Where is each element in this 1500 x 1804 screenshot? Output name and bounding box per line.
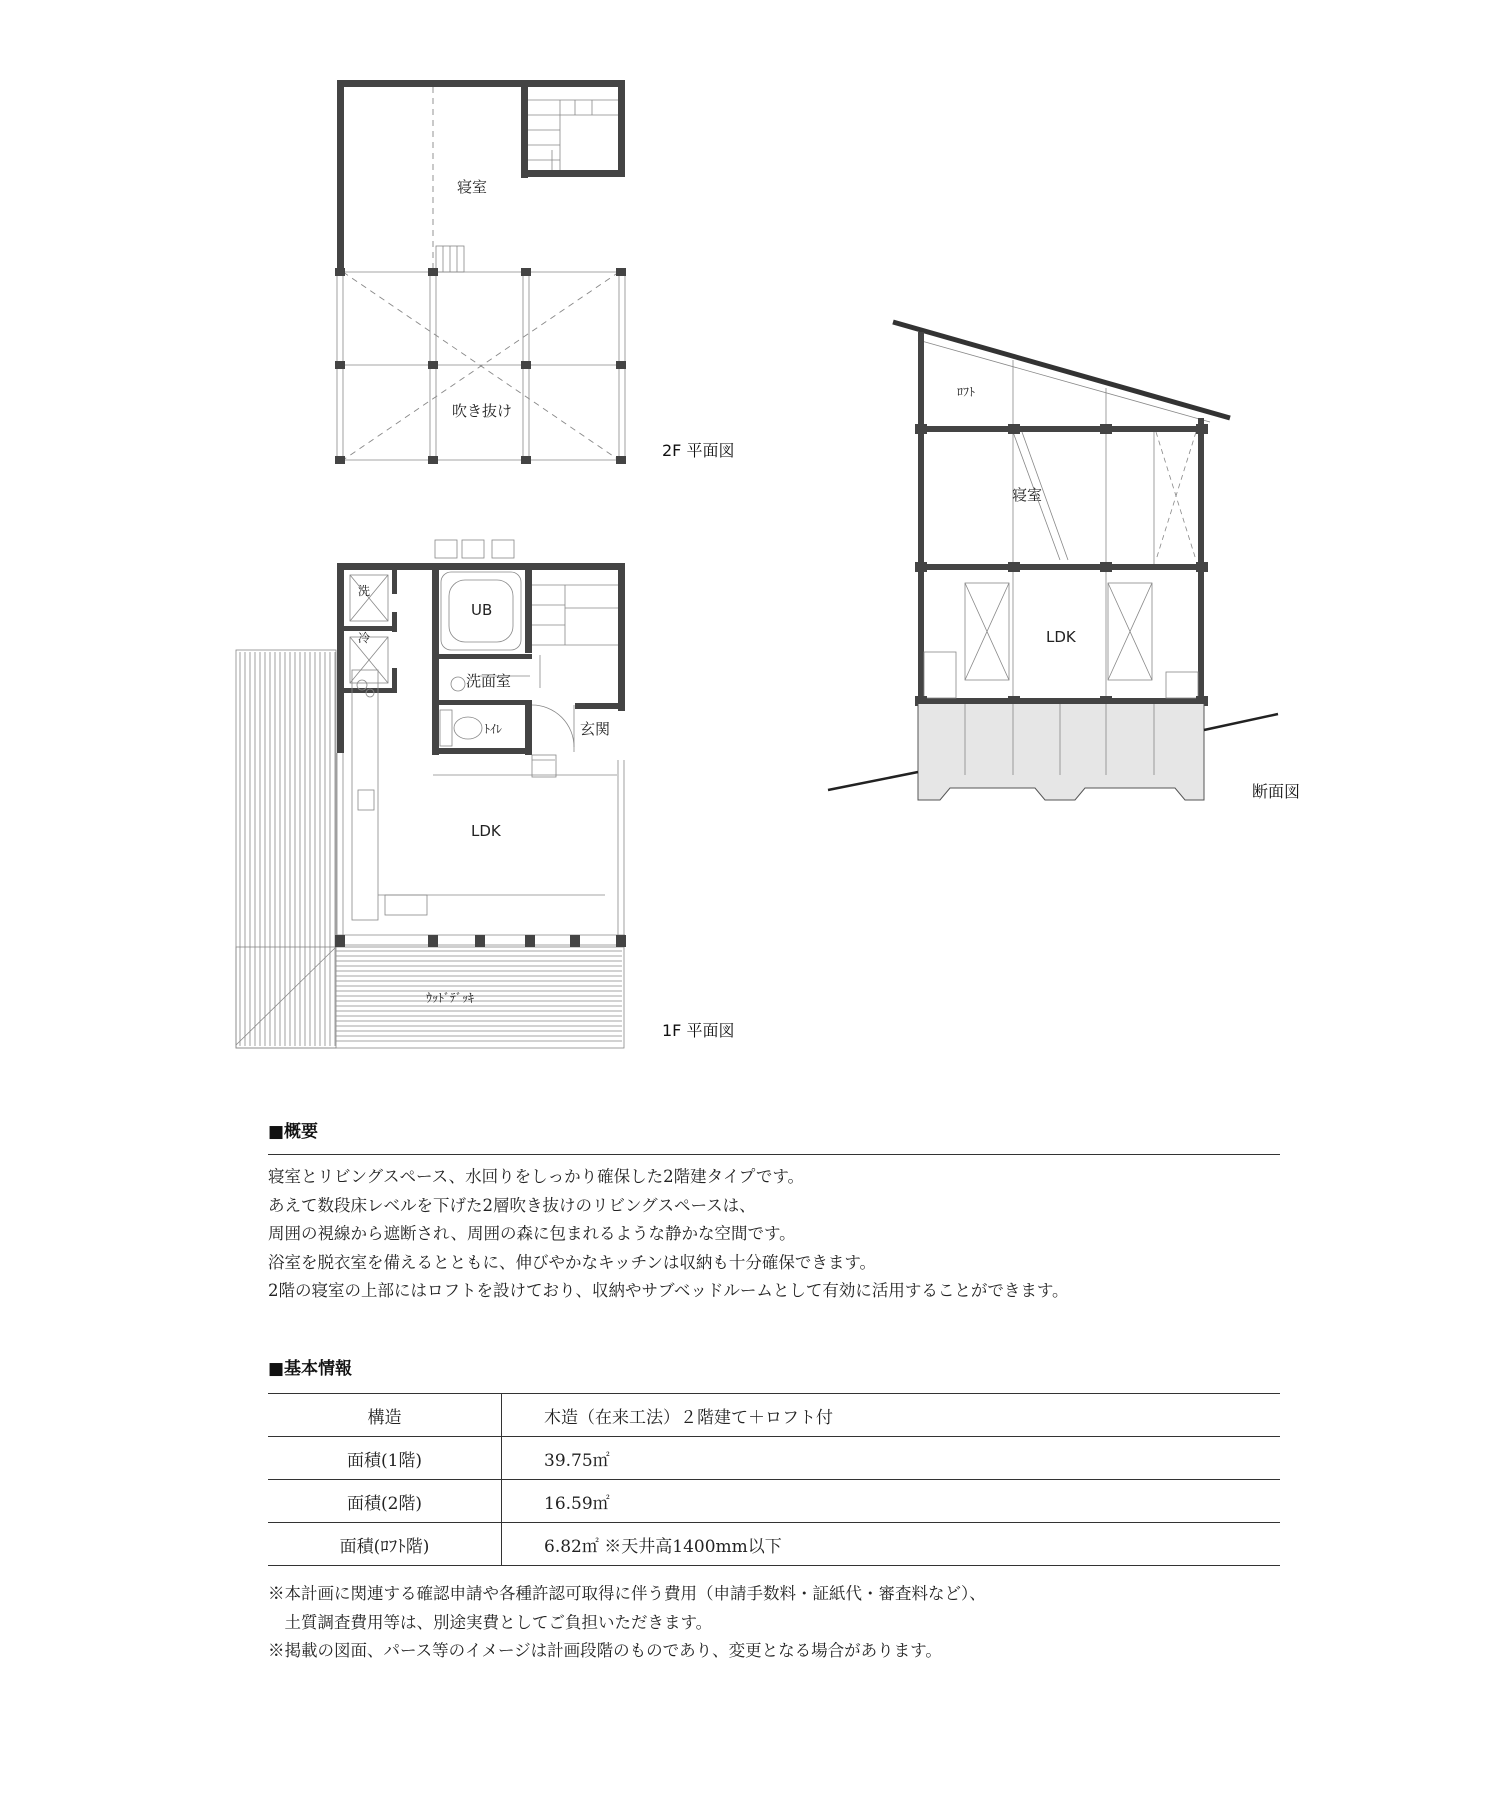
table-row [268,1480,1280,1523]
floor1-ldk-label: LDK [471,822,501,840]
note-line: ※掲載の図面、パース等のイメージは計画段階のものであり、変更となる場合があります。 [268,1641,942,1660]
overview-line: 周囲の視線から遮断され、周囲の森に包まれるような静かな空間です。 [268,1224,796,1243]
basic-info-table [268,1393,1280,1566]
floor2-void-label: 吹き抜け [452,402,513,420]
info-label: 面積(1階) [268,1437,502,1480]
info-label: 面積(ﾛﾌﾄ階) [268,1523,502,1566]
overview-divider [268,1154,1280,1155]
table-row [268,1437,1280,1480]
section-title: 断面図 [1252,782,1301,801]
floor1-ub-label: UB [471,601,493,619]
overview-text [268,1163,1280,1306]
overview-line: 2階の寝室の上部にはロフトを設けており、収納やサブベッドルームとして有効に活用することができます。 [268,1281,1069,1300]
note-line: ※本計画に関連する確認申請や各種許認可取得に伴う費用（申請手数料・証紙代・審査料など）、 [268,1584,986,1603]
note-line: 土質調査費用等は、別途実費としてご負担いただきます。 [268,1612,713,1632]
section-ldk-label: LDK [1046,628,1076,646]
overview-heading: ■概要 [268,1122,319,1142]
floor1-deck-label: ｳｯﾄﾞﾃﾞｯｷ [426,991,475,1005]
info-value: 6.82㎡ ※天井高1400mm以下 [502,1523,1281,1566]
floor1-toilet-label: ﾄｲﾚ [484,722,503,736]
info-value: 16.59㎡ [502,1480,1281,1523]
table-row [268,1523,1280,1566]
floor1-fridge-label: 冷 [358,631,371,645]
floor1-plan [236,540,734,1048]
overview-line: 寝室とリビングスペース、水回りをしっかり確保した2階建タイプです。 [268,1167,805,1186]
overview-line: 浴室を脱衣室を備えるとともに、伸びやかなキッチンは収納も十分確保できます。 [268,1252,877,1272]
info-value: 木造（在来工法）２階建て＋ロフト付 [502,1394,1281,1437]
info-value: 39.75㎡ [502,1437,1281,1480]
floor2-bedroom-label: 寝室 [457,178,488,196]
overview-section [268,1117,1280,1306]
floor1-entrance-label: 玄関 [580,720,611,738]
floor1-plan-title: 1F 平面図 [662,1021,735,1040]
overview-line: あえて数段床レベルを下げた2層吹き抜けのリビングスペースは、 [268,1195,756,1215]
section-drawing [828,322,1300,801]
floor1-washer-label: 洗 [358,584,371,598]
notes [268,1580,1280,1666]
floor2-plan-title: 2F 平面図 [662,441,735,460]
section-loft-label: ﾛﾌﾄ [957,385,976,399]
info-label: 構造 [268,1394,502,1437]
basic-info-section [268,1354,1280,1666]
info-label: 面積(2階) [268,1480,502,1523]
basic-info-heading: ■基本情報 [268,1359,353,1379]
floor1-washroom-label: 洗面室 [466,672,512,690]
table-row [268,1394,1280,1437]
section-bedroom-label: 寝室 [1012,486,1043,504]
floor2-plan [335,80,734,464]
